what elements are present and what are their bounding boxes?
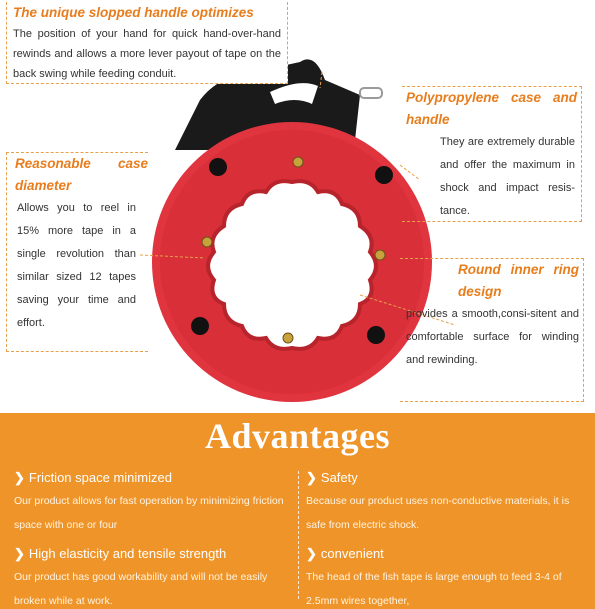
callout-handle-title: The unique slopped handle optimizes bbox=[13, 5, 254, 20]
advantage-heading bbox=[14, 543, 296, 565]
chevron-right-icon: ❯ bbox=[306, 546, 317, 561]
callout-handle-body: The position of your hand for quick hand-over-hand rewinds and allows a more lever payout of tape on the back swing while feeding conduit. bbox=[13, 28, 281, 80]
advantage-text: Our product allows for fast operation by minimizing friction space with one or four bbox=[14, 495, 284, 531]
advantage-heading-text: High elasticity and tensile strength bbox=[28, 546, 227, 561]
callout-ring bbox=[400, 258, 584, 402]
callout-ring-title: Round inner ring design bbox=[458, 262, 579, 299]
reel-inner-ring bbox=[208, 181, 376, 349]
callout-case-title: Polypropylene case and handle bbox=[406, 90, 577, 127]
advantages-right-column bbox=[306, 467, 586, 609]
advantage-heading-text: Friction space minimized bbox=[28, 470, 172, 485]
callout-diameter-title: Reasonable case diameter bbox=[15, 156, 148, 193]
chevron-right-icon: ❯ bbox=[14, 546, 25, 561]
callout-diameter bbox=[6, 152, 148, 352]
advantage-text: Our product has good workability and will not be easily broken while at work. bbox=[14, 571, 268, 607]
advantage-heading-text: Safety bbox=[320, 470, 358, 485]
advantages-title: Advantages bbox=[204, 416, 391, 456]
advantage-heading bbox=[306, 467, 586, 489]
chevron-right-icon: ❯ bbox=[14, 470, 25, 485]
advantage-heading-text: convenient bbox=[320, 546, 384, 561]
callout-diameter-body: Allows you to reel in 15% more tape in a single revolution than similar sized 12 tapes saving your time and effort. bbox=[17, 202, 136, 329]
chevron-right-icon: ❯ bbox=[306, 470, 317, 485]
callout-case bbox=[402, 86, 582, 222]
callout-ring-body: provides a smooth,consi-sitent and comfortable surface for winding and rewinding. bbox=[406, 308, 579, 366]
advantage-heading bbox=[306, 543, 586, 565]
advantage-heading bbox=[14, 467, 296, 489]
advantages-divider bbox=[298, 471, 299, 599]
advantages-panel bbox=[0, 413, 595, 609]
callout-handle bbox=[6, 2, 288, 84]
callout-case-body: They are extremely durable and offer the maximum in shock and impact resis-tance. bbox=[440, 136, 575, 217]
advantages-left-column bbox=[14, 467, 296, 609]
advantage-text: The head of the fish tape is large enough to feed 3-4 of 2.5mm wires together, bbox=[306, 571, 562, 607]
advantage-text: Because our product uses non-conductive materials, it is safe from electric shock. bbox=[306, 495, 570, 531]
